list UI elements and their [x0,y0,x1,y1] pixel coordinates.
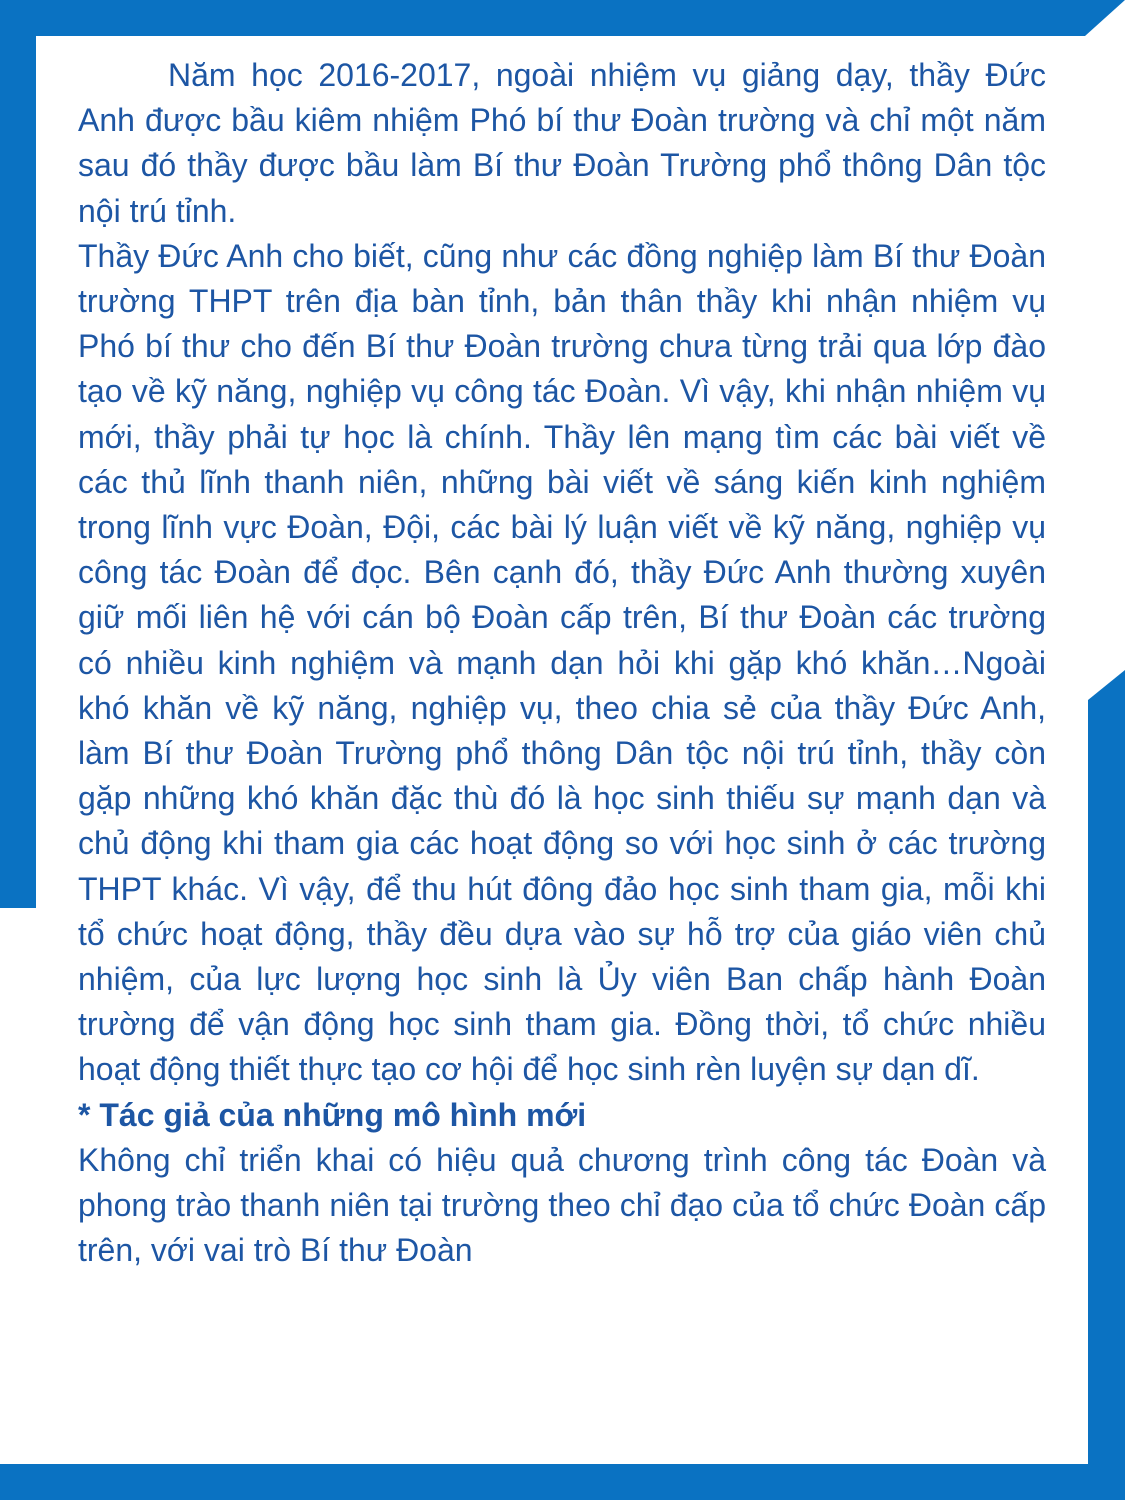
article-subheading: * Tác giả của những mô hình mới [78,1096,587,1133]
frame-top-right-corner [1085,0,1125,36]
frame-right-band [1088,670,1125,1500]
frame-left-band [0,0,36,908]
article-paragraph-3: Không chỉ triển khai có hiệu quả chương trình công tác Đoàn và phong trào thanh niên tại trường theo chỉ đạo của tổ chức Đoàn cấp trên, với vai trò Bí thư Đoàn [78,1141,1046,1269]
article-paragraph-2: Thầy Đức Anh cho biết, cũng như các đồng nghiệp làm Bí thư Đoàn trường THPT trên địa bàn tỉnh, bản thân thầy khi nhận nhiệm vụ Phó bí thư cho đến Bí thư Đoàn trường chưa từng trải qua lớp đào tạo về kỹ năng, nghiệp vụ công tác Đoàn. Vì vậy, khi nhận nhiệm vụ mới, thầy phải tự học là chính. Thầy lên mạng tìm các bài viết về các thủ lĩnh thanh niên, những bài viết về sáng kiến kinh nghiệm trong lĩnh vực Đoàn, Đội, các bài lý luận viết về kỹ năng, nghiệp vụ công tác Đoàn để đọc. Bên cạnh đó, thầy Đức Anh thường xuyên giữ mối liên hệ với cán bộ Đoàn cấp trên, Bí thư Đoàn các trường có nhiều kinh nghiệm và mạnh dạn hỏi khi gặp khó khăn…Ngoài khó khăn về kỹ năng, nghiệp vụ, theo chia sẻ của thầy Đức Anh, làm Bí thư Đoàn Trường phổ thông Dân tộc nội trú tỉnh, thầy còn gặp những khó khăn đặc thù đó là học sinh thiếu sự mạnh dạn và chủ động khi tham gia các hoạt động so với học sinh ở các trường THPT khác. Vì vậy, để thu hút đông đảo học sinh tham gia, mỗi khi tổ chức hoạt động, thầy đều dựa vào sự hỗ trợ của giáo viên chủ nhiệm, của lực lượng học sinh là Ủy viên Ban chấp hành Đoàn trường để vận động học sinh tham gia. Đồng thời, tổ chức nhiều hoạt động thiết thực tạo cơ hội để học sinh rèn luyện sự dạn dĩ. [78,237,1046,1088]
article-body [78,53,1046,1273]
article-paragraph-1: Năm học 2016-2017, ngoài nhiệm vụ giảng dạy, thầy Đức Anh được bầu kiêm nhiệm Phó bí thư Đoàn trường và chỉ một năm sau đó thầy được bầu làm Bí thư Đoàn Trường phổ thông Dân tộc nội trú tỉnh. [78,57,1046,229]
frame-top-band [0,0,1085,36]
frame-bottom-band [0,1464,1125,1500]
